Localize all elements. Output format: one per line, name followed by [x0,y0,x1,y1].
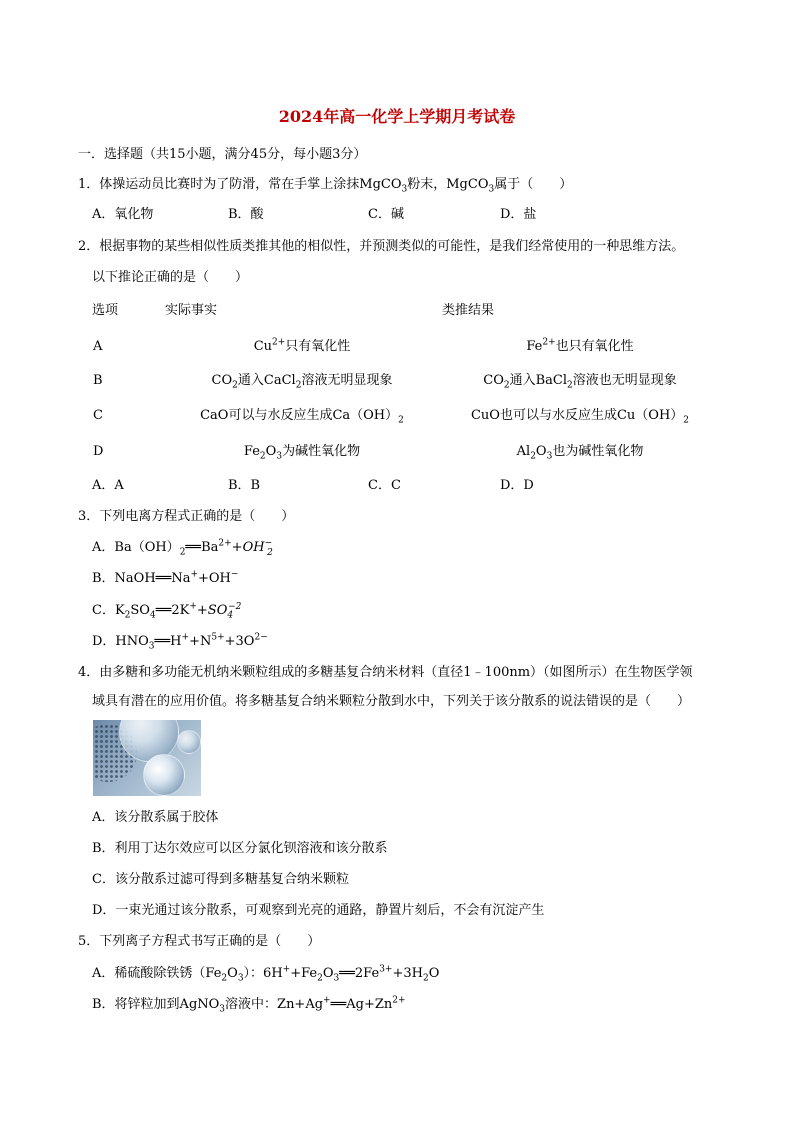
table-header-option: 选项 [92,303,119,318]
q1-option-a[interactable]: A．氧化物 [92,207,154,222]
table-row-c-result: CuO也可以与水反应生成$Cu(OH)_2$ [470,408,690,426]
table-row-b-fact: $CO_2$通入CaCl$_2$溶液无明显现象 [211,373,393,391]
q2-option-c[interactable]: C．C [368,478,401,493]
q4-option-b[interactable]: B．利用丁达尔效应可以区分氯化钡溶液和该分散系 [92,841,388,856]
question-5-stem: 5．下列离子方程式书写正确的是（ ） [78,934,321,949]
q4-option-d[interactable]: D．一束光通过该分散系，可观察到光亮的通路，静置片刻后，不会有沉淀产生 [92,903,545,918]
question-4-stem-line2: 域具有潜在的应用价值。将多糖基复合纳米颗粒分散到水中，下列关于该分散系的说法错误的是（ ） [92,694,691,709]
table-row-d-result: $Al_2O_3$也为碱性氧化物 [516,444,644,462]
table-row-c-fact: CaO可以与水反应生成$Ca(OH)_2$ [200,408,404,426]
table-row-d-label: D [93,444,104,459]
table-row-b-result: $CO_2$通入BaCl$_2$溶液也无明显现象 [483,373,677,391]
q2-option-b[interactable]: B．B [228,478,261,493]
question-3-stem: 3．下列电离方程式正确的是（ ） [78,509,295,524]
table-header-result: 类推结果 [442,303,495,318]
nanoparticle-image [93,720,201,796]
q2-option-a[interactable]: A．A [92,478,124,493]
table-row-a-result: $Fe^{2+}$也只有氧化性 [526,337,634,354]
q1-option-d[interactable]: D．盐 [500,207,537,222]
table-row-a-fact: $Cu^{2+}$只有氧化性 [253,337,351,354]
question-2-stem-line2: 以下推论正确的是（ ） [92,270,249,285]
q2-option-d[interactable]: D．D [500,478,534,493]
q4-option-c[interactable]: C．该分散系过滤可得到多糖基复合纳米颗粒 [92,872,349,887]
q3-option-a[interactable]: A．$Ba(OH)_2══Ba^{2+}+OH^-_2$ [92,538,273,558]
q5-option-b[interactable]: B．将锌粒加到AgNO$_3$溶液中：$Zn+Ag^+══Ag+Zn^{2+}$ [92,995,406,1015]
section-heading: 一．选择题（共15小题，满分45分，每小题3分） [78,147,367,162]
q5-option-a[interactable]: A．稀硫酸除铁锈$(Fe_2O_3)$：$6H^++Fe_2O_3══2Fe^{3+}+3H_2O$ [92,964,440,984]
q3-option-c[interactable]: C．$K_2SO_4══2K^++SO_4^{-2}$ [92,601,242,621]
q3-option-d[interactable]: D．$HNO_3══H^++N^{5+}+3O^{2-}$ [92,632,268,652]
table-row-a-label: A [93,339,103,354]
table-row-c-label: C [93,408,103,423]
table-row-d-fact: $Fe_2O_3$为碱性氧化物 [243,444,361,462]
question-4-stem-line1: 4．由多糖和多功能无机纳米颗粒组成的多糖基复合纳米材料（直径1﹣100nm）（如图所示）在生物医学领 [78,665,693,680]
table-header-fact: 实际事实 [165,303,218,318]
question-2-stem-line1: 2．根据事物的某些相似性质类推其他的相似性，并预测类似的可能性，是我们经常使用的一种思维方法。 [78,239,685,254]
q4-option-a[interactable]: A．该分散系属于胶体 [92,810,219,825]
q3-option-b[interactable]: B．NaOH══Na++OH− [92,569,239,586]
table-row-b-label: B [93,373,103,388]
q1-option-c[interactable]: C．碱 [368,207,404,222]
question-1-stem: 1．体操运动员比赛时为了防滑，常在手掌上涂抹MgCO$_3$粉末，MgCO$_3$属于（ ） [78,177,573,195]
q1-option-b[interactable]: B．酸 [228,207,264,222]
exam-title: 2024年高一化学上学期月考试卷 [278,107,516,126]
